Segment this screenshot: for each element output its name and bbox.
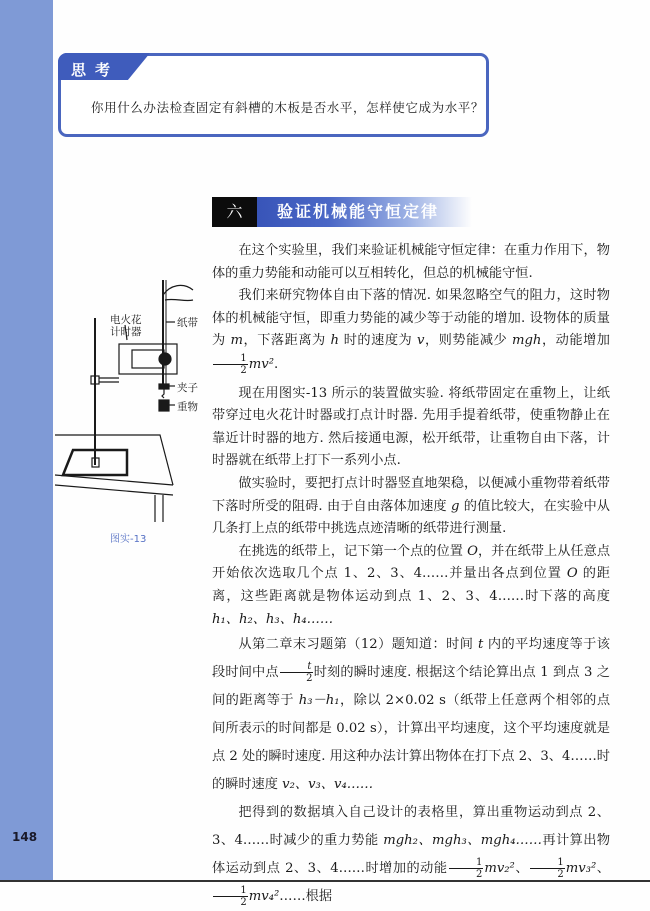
figure-label-timer: 电火花 — [110, 314, 142, 326]
figure-caption: 图实-13 — [110, 534, 147, 545]
think-question: 你用什么办法检查固定有斜槽的木板是否水平，怎样使它成为水平？ — [91, 100, 485, 115]
fraction-t-half: $\frac{t}{2}$ — [280, 661, 313, 684]
paragraph-5: 在挑选的纸带上，记下第一个点的位置 O，并在纸带上从任意点开始依次选取几个点 1、2、3、4……并量出各点到位置 O 的距离，这些距离就是物体运动到点 1、2、3、4……时下落的高度 h₁、h₂、h₃、h₄…… — [212, 543, 611, 627]
figure-label-timer-2: 计时器 — [110, 326, 142, 338]
paragraph-7: 把得到的数据填入自己设计的表格里，算出重物运动到点 2、3、4……时减少的重力势能 mgh₂、mgh₃、mgh₄……再计算出物体运动到点 2、3、4……时增加的动能 $\frac{1}{2}$ mv₂²、 $\frac{1}{2}$ mv₃²、 $\frac{1}{2}$ mv₄²……根据 — [212, 805, 611, 909]
apparatus-figure — [55, 270, 215, 530]
paragraph-2: 我们来研究物体自由下落的情况. 如果忽略空气的阻力，这时物体的机械能守恒，即重力势能的减少等于动能的增加. 设物体的质量为 m，下落距离为 h 时的速度为 v，则势能减少 mgh，动能增加 $\frac{1}{2}$ mv². — [212, 288, 610, 376]
figure-label-weight: 重物 — [177, 401, 198, 413]
think-box — [58, 53, 489, 137]
figure-label-clip: 夹子 — [177, 382, 198, 394]
paragraph-4: 做实验时，要把打点计时器竖直地架稳，以便减小重物带着纸带下落时所受的阻碍. 由于自由落体加速度 g 的值比较大，在实验中从几条打上点的纸带中挑选点迹清晰的纸带进行测量. — [212, 475, 610, 537]
section-heading — [212, 197, 472, 227]
section-title: 验证机械能守恒定律 — [277, 202, 440, 221]
paragraph-6: 从第二章末习题第（12）题知道：时间 t 内的平均速度等于该段时间中点 $\frac{t}{2}$ 时刻的瞬时速度. 根据这个结论算出点 1 到点 3 之间的距离等于 h₃－h₁，除以 2×0.02 s（纸带上任意两个相邻的点间所表示的时间都是 0.02 s），计算出平均速度，这个平均速度就是点 2 处的瞬时速度. 用这种办法计算出物体在打下点 2、3、4……时的瞬时速度 v₂、v₃、v₄…… — [212, 637, 611, 793]
body-text — [212, 240, 610, 911]
page-number: 148 — [12, 830, 38, 844]
figure-label-tape: 纸带 — [177, 317, 198, 329]
page-side-strip — [0, 0, 53, 882]
fraction-half: $\frac{1}{2}$ — [213, 353, 248, 376]
section-number: 六 — [212, 197, 257, 227]
think-tab-label: 思考 — [71, 61, 120, 79]
paragraph-3: 现在用图实-13 所示的装置做实验. 将纸带固定在重物上，让纸带穿过电火花计时器或打点计时器. 先用手提着纸带，使重物静止在靠近计时器的地方. 然后接通电源，松开纸带，让重物自由下落，计时器就在纸带上打下一系列小点. — [212, 385, 610, 469]
paragraph-1: 在这个实验里，我们来验证机械能守恒定律：在重力作用下，物体的重力势能和动能可以互相转化，但总的机械能守恒. — [212, 243, 610, 281]
